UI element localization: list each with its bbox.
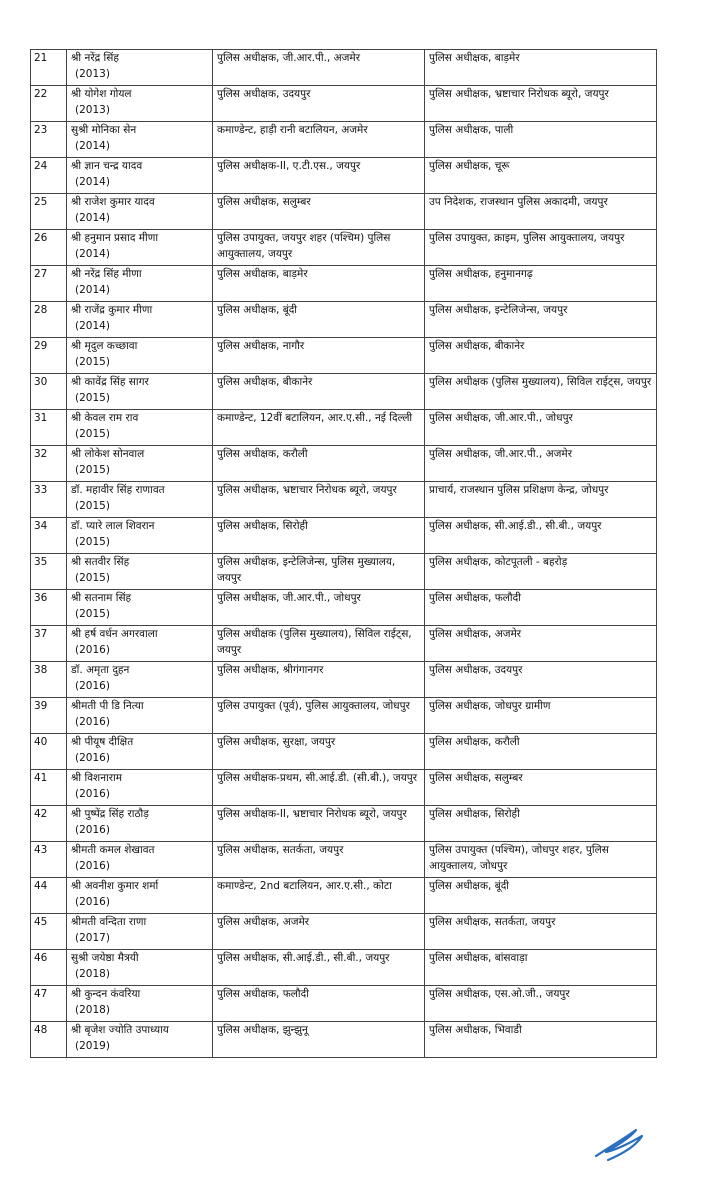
serial-number: 48: [31, 1022, 67, 1058]
batch-year: (2015): [75, 464, 110, 476]
new-posting: पुलिस अधीक्षक, सलुम्बर: [425, 770, 657, 806]
officer-name: श्री नरेंद्र सिंह: [71, 52, 119, 64]
officer-name: श्री राजेश कुमार यादव: [71, 196, 155, 208]
officer-cell: [67, 122, 213, 158]
batch-year: (2015): [75, 608, 110, 620]
new-posting: पुलिस अधीक्षक, करौली: [425, 734, 657, 770]
new-posting: पुलिस अधीक्षक, अजमेर: [425, 626, 657, 662]
current-posting: पुलिस अधीक्षक-II, भ्रष्टाचार निरोधक ब्यूरो, जयपुर: [213, 806, 425, 842]
batch-year: (2017): [75, 932, 110, 944]
current-posting: पुलिस अधीक्षक, बूंदी: [213, 302, 425, 338]
officer-name: श्री विशनाराम: [71, 772, 123, 784]
serial-number: 47: [31, 986, 67, 1022]
officer-cell: [67, 230, 213, 266]
officer-name: श्री सतनाम सिंह: [71, 592, 132, 604]
serial-number: 35: [31, 554, 67, 590]
batch-year: (2014): [75, 320, 110, 332]
new-posting: पुलिस अधीक्षक (पुलिस मुख्यालय), सिविल राईट्स, जयपुर: [425, 374, 657, 410]
current-posting: पुलिस उपायुक्त, जयपुर शहर (पश्चिम) पुलिस आयुक्तालय, जयपुर: [213, 230, 425, 266]
new-posting: पुलिस अधीक्षक, बूंदी: [425, 878, 657, 914]
officer-name: श्री कुन्दन कंवरिया: [71, 988, 141, 1000]
serial-number: 24: [31, 158, 67, 194]
new-posting: पुलिस अधीक्षक, उदयपुर: [425, 662, 657, 698]
new-posting: पुलिस अधीक्षक, भ्रष्टाचार निरोधक ब्यूरो, जयपुर: [425, 86, 657, 122]
table-row: [31, 590, 657, 626]
batch-year: (2014): [75, 284, 110, 296]
serial-number: 37: [31, 626, 67, 662]
current-posting: पुलिस अधीक्षक, सिरोही: [213, 518, 425, 554]
officer-cell: [67, 842, 213, 878]
new-posting: पुलिस अधीक्षक, पाली: [425, 122, 657, 158]
transfer-order-table: [30, 49, 657, 1058]
officer-cell: [67, 446, 213, 482]
officer-cell: [67, 626, 213, 662]
current-posting: पुलिस अधीक्षक, जी.आर.पी., अजमेर: [213, 50, 425, 86]
officer-name: श्री हर्ष वर्धन अगरवाला: [71, 628, 158, 640]
current-posting: पुलिस अधीक्षक, फलौदी: [213, 986, 425, 1022]
officer-cell: [67, 806, 213, 842]
table-row: [31, 266, 657, 302]
table-row: [31, 842, 657, 878]
serial-number: 31: [31, 410, 67, 446]
current-posting: पुलिस अधीक्षक, झुन्झुनू: [213, 1022, 425, 1058]
table-row: [31, 698, 657, 734]
batch-year: (2015): [75, 428, 110, 440]
serial-number: 21: [31, 50, 67, 86]
officer-cell: [67, 410, 213, 446]
officer-cell: [67, 950, 213, 986]
officer-name: श्री अवनीश कुमार शर्मा: [71, 880, 159, 892]
officer-cell: [67, 770, 213, 806]
serial-number: 33: [31, 482, 67, 518]
current-posting: पुलिस अधीक्षक, करौली: [213, 446, 425, 482]
officer-name: डॉ. प्यारे लाल शिवरान: [71, 520, 155, 532]
current-posting: पुलिस अधीक्षक, सी.आई.डी., सी.बी., जयपुर: [213, 950, 425, 986]
officer-name: सुश्री जयेष्ठा मैत्रयी: [71, 952, 139, 964]
serial-number: 34: [31, 518, 67, 554]
officer-name: सुश्री मोनिका सेन: [71, 124, 137, 136]
officer-cell: [67, 662, 213, 698]
officer-cell: [67, 266, 213, 302]
officer-name: श्रीमती वन्दिता राणा: [71, 916, 147, 928]
current-posting: पुलिस अधीक्षक, उदयपुर: [213, 86, 425, 122]
batch-year: (2015): [75, 392, 110, 404]
officer-name: श्री योगेश गोयल: [71, 88, 132, 100]
current-posting: पुलिस अधीक्षक, अजमेर: [213, 914, 425, 950]
batch-year: (2013): [75, 104, 110, 116]
serial-number: 30: [31, 374, 67, 410]
serial-number: 26: [31, 230, 67, 266]
new-posting: प्राचार्य, राजस्थान पुलिस प्रशिक्षण केन्द्र, जोधपुर: [425, 482, 657, 518]
current-posting: पुलिस अधीक्षक, नागौर: [213, 338, 425, 374]
new-posting: पुलिस अधीक्षक, बीकानेर: [425, 338, 657, 374]
new-posting: पुलिस अधीक्षक, बांसवाड़ा: [425, 950, 657, 986]
batch-year: (2016): [75, 896, 110, 908]
new-posting: उप निदेशक, राजस्थान पुलिस अकादमी, जयपुर: [425, 194, 657, 230]
officer-cell: [67, 374, 213, 410]
table-row: [31, 518, 657, 554]
serial-number: 36: [31, 590, 67, 626]
officer-cell: [67, 554, 213, 590]
batch-year: (2016): [75, 752, 110, 764]
current-posting: पुलिस अधीक्षक, सतर्कता, जयपुर: [213, 842, 425, 878]
officer-cell: [67, 590, 213, 626]
table-row: [31, 806, 657, 842]
officer-cell: [67, 50, 213, 86]
officer-name: श्रीमती पी डि नित्या: [71, 700, 144, 712]
table-row: [31, 446, 657, 482]
serial-number: 44: [31, 878, 67, 914]
serial-number: 40: [31, 734, 67, 770]
batch-year: (2014): [75, 176, 110, 188]
table-row: [31, 554, 657, 590]
table-row: [31, 230, 657, 266]
officer-cell: [67, 698, 213, 734]
table-row: [31, 662, 657, 698]
batch-year: (2016): [75, 860, 110, 872]
new-posting: पुलिस अधीक्षक, एस.ओ.जी., जयपुर: [425, 986, 657, 1022]
table-body: [31, 50, 657, 1058]
batch-year: (2014): [75, 212, 110, 224]
table-row: [31, 374, 657, 410]
table-row: [31, 914, 657, 950]
table-row: [31, 410, 657, 446]
batch-year: (2016): [75, 680, 110, 692]
officer-name: श्री बृजेश ज्योति उपाध्याय: [71, 1024, 169, 1036]
batch-year: (2015): [75, 572, 110, 584]
table-row: [31, 302, 657, 338]
officer-name: श्री हनुमान प्रसाद मीणा: [71, 232, 159, 244]
current-posting: पुलिस अधीक्षक, बीकानेर: [213, 374, 425, 410]
officer-name: डॉ. महावीर सिंह राणावत: [71, 484, 165, 496]
new-posting: पुलिस अधीक्षक, सी.आई.डी., सी.बी., जयपुर: [425, 518, 657, 554]
officer-cell: [67, 878, 213, 914]
officer-cell: [67, 986, 213, 1022]
table-row: [31, 194, 657, 230]
officer-name: श्री पुष्पेंद्र सिंह राठौड़: [71, 808, 149, 820]
signature-mark: [586, 1120, 650, 1164]
table-row: [31, 86, 657, 122]
officer-name: श्री राजेंद्र कुमार मीणा: [71, 304, 153, 316]
officer-cell: [67, 86, 213, 122]
officer-name: श्री कावेंद्र सिंह सागर: [71, 376, 149, 388]
officer-name: श्री लोकेश सोनवाल: [71, 448, 145, 460]
batch-year: (2015): [75, 500, 110, 512]
serial-number: 43: [31, 842, 67, 878]
new-posting: पुलिस अधीक्षक, चूरू: [425, 158, 657, 194]
serial-number: 45: [31, 914, 67, 950]
serial-number: 41: [31, 770, 67, 806]
batch-year: (2018): [75, 968, 110, 980]
officer-cell: [67, 1022, 213, 1058]
new-posting: पुलिस उपायुक्त, क्राइम, पुलिस आयुक्तालय, जयपुर: [425, 230, 657, 266]
new-posting: पुलिस अधीक्षक, सिरोही: [425, 806, 657, 842]
table-row: [31, 50, 657, 86]
officer-name: श्री पीयूष दीक्षित: [71, 736, 134, 748]
officer-cell: [67, 302, 213, 338]
officer-cell: [67, 734, 213, 770]
new-posting: पुलिस अधीक्षक, फलौदी: [425, 590, 657, 626]
current-posting: पुलिस अधीक्षक, जी.आर.पी., जोधपुर: [213, 590, 425, 626]
table-row: [31, 986, 657, 1022]
current-posting: कमाण्डेन्ट, 12वीं बटालियन, आर.ए.सी., नई दिल्ली: [213, 410, 425, 446]
officer-cell: [67, 194, 213, 230]
batch-year: (2016): [75, 644, 110, 656]
serial-number: 42: [31, 806, 67, 842]
serial-number: 32: [31, 446, 67, 482]
officer-cell: [67, 914, 213, 950]
serial-number: 46: [31, 950, 67, 986]
batch-year: (2015): [75, 536, 110, 548]
current-posting: कमाण्डेन्ट, हाड़ी रानी बटालियन, अजमेर: [213, 122, 425, 158]
officer-cell: [67, 482, 213, 518]
batch-year: (2014): [75, 140, 110, 152]
current-posting: पुलिस अधीक्षक-प्रथम, सी.आई.डी. (सी.बी.), जयपुर: [213, 770, 425, 806]
serial-number: 28: [31, 302, 67, 338]
new-posting: पुलिस अधीक्षक, कोटपूतली - बहरोड़: [425, 554, 657, 590]
current-posting: पुलिस उपायुक्त (पूर्व), पुलिस आयुक्तालय, जोधपुर: [213, 698, 425, 734]
serial-number: 27: [31, 266, 67, 302]
batch-year: (2018): [75, 1004, 110, 1016]
current-posting: पुलिस अधीक्षक, श्रीगंगानगर: [213, 662, 425, 698]
batch-year: (2016): [75, 716, 110, 728]
current-posting: पुलिस अधीक्षक-II, ए.टी.एस., जयपुर: [213, 158, 425, 194]
officer-cell: [67, 518, 213, 554]
batch-year: (2016): [75, 824, 110, 836]
officer-name: श्री नरेंद्र सिंह मीणा: [71, 268, 142, 280]
current-posting: पुलिस अधीक्षक, इन्टेलिजेन्स, पुलिस मुख्यालय, जयपुर: [213, 554, 425, 590]
new-posting: पुलिस अधीक्षक, भिवाडी: [425, 1022, 657, 1058]
table-row: [31, 878, 657, 914]
serial-number: 23: [31, 122, 67, 158]
new-posting: पुलिस अधीक्षक, जोधपुर ग्रामीण: [425, 698, 657, 734]
serial-number: 29: [31, 338, 67, 374]
serial-number: 39: [31, 698, 67, 734]
new-posting: पुलिस अधीक्षक, इन्टेलिजेन्स, जयपुर: [425, 302, 657, 338]
officer-name: श्री मृदुल कच्छावा: [71, 340, 138, 352]
table-row: [31, 734, 657, 770]
new-posting: पुलिस अधीक्षक, जी.आर.पी., जोधपुर: [425, 410, 657, 446]
table-row: [31, 482, 657, 518]
batch-year: (2019): [75, 1040, 110, 1052]
table-row: [31, 338, 657, 374]
batch-year: (2015): [75, 356, 110, 368]
officer-name: श्री केवल राम राव: [71, 412, 139, 424]
officer-cell: [67, 338, 213, 374]
serial-number: 22: [31, 86, 67, 122]
table-row: [31, 1022, 657, 1058]
table-row: [31, 122, 657, 158]
current-posting: पुलिस अधीक्षक, भ्रष्टाचार निरोधक ब्यूरो, जयपुर: [213, 482, 425, 518]
table-row: [31, 950, 657, 986]
officer-name: श्री सतवीर सिंह: [71, 556, 130, 568]
officer-name: श्री ज्ञान चन्द्र यादव: [71, 160, 143, 172]
table-row: [31, 770, 657, 806]
officer-name: श्रीमती कमल शेखावत: [71, 844, 155, 856]
new-posting: पुलिस उपायुक्त (पश्चिम), जोधपुर शहर, पुलिस आयुक्तालय, जोधपुर: [425, 842, 657, 878]
new-posting: पुलिस अधीक्षक, बाड़मेर: [425, 50, 657, 86]
batch-year: (2014): [75, 248, 110, 260]
current-posting: पुलिस अधीक्षक, बाड़मेर: [213, 266, 425, 302]
officer-cell: [67, 158, 213, 194]
serial-number: 38: [31, 662, 67, 698]
new-posting: पुलिस अधीक्षक, जी.आर.पी., अजमेर: [425, 446, 657, 482]
table-row: [31, 626, 657, 662]
batch-year: (2016): [75, 788, 110, 800]
serial-number: 25: [31, 194, 67, 230]
current-posting: पुलिस अधीक्षक, सलुम्बर: [213, 194, 425, 230]
officer-name: डॉ. अमृता दुहन: [71, 664, 130, 676]
table-row: [31, 158, 657, 194]
new-posting: पुलिस अधीक्षक, हनुमानगढ़: [425, 266, 657, 302]
current-posting: पुलिस अधीक्षक, सुरक्षा, जयपुर: [213, 734, 425, 770]
batch-year: (2013): [75, 68, 110, 80]
new-posting: पुलिस अधीक्षक, सतर्कता, जयपुर: [425, 914, 657, 950]
current-posting: पुलिस अधीक्षक (पुलिस मुख्यालय), सिविल राईट्स, जयपुर: [213, 626, 425, 662]
current-posting: कमाण्डेन्ट, 2nd बटालियन, आर.ए.सी., कोटा: [213, 878, 425, 914]
